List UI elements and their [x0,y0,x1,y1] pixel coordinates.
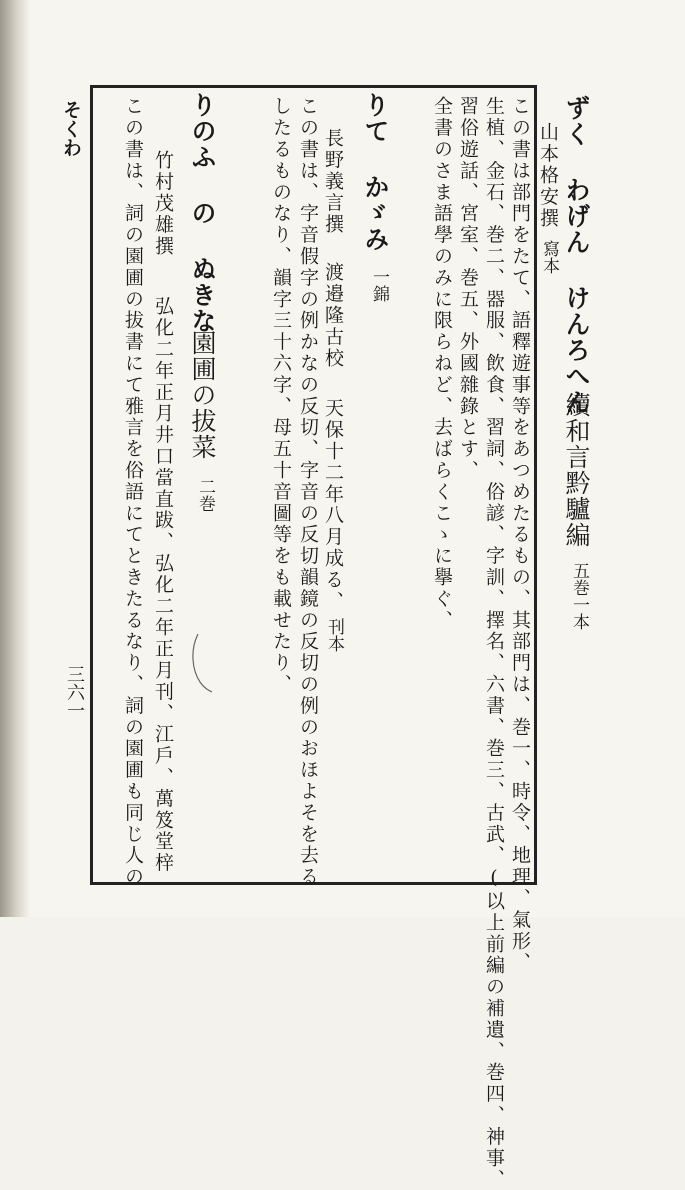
entry-2-format: 刊本 [324,618,344,652]
running-head: そくわ [60,100,82,157]
entry-2-author: 長野義言撰 [322,128,344,235]
entry-2-line-1: この書は、字音假字の例かなの反切、字音の反切韻鏡の反切の例のおほよそを去る [297,96,319,888]
entry-1-volumes: 五巻一本 [569,562,589,630]
entry-3-author: 竹村茂雄撰 [152,150,174,257]
entry-1-author: 山本格安撰 [537,122,559,229]
entry-1-line-2: 生植、金石、巻二、器服、飲食、習詞、俗諺、字訓、擇名、六書、巻三、古武、(以上前編の補遺、巻四、神事、 [483,96,505,1190]
entry-3-heading: りのふ の ぬきな [188,92,217,334]
entry-3-line-1: この書は、詞の園圃の拔書にて雅言を俗語にてときたるなり、詞の園圃も同じ人の [122,96,144,888]
entry-2-line-2: したるものなり、韻字三十六字、母五十音圖等をも載せたり、 [270,96,292,696]
entry-2-editor: 渡邉隆古校 [322,262,344,369]
entry-2-title: 一錦 [369,268,389,302]
pencil-mark [180,630,220,700]
entry-1-line-4: 全書のさま語學のみに限らねど、去ばらくこゝに擧ぐ、 [431,96,453,631]
entry-2-date: 天保十二年八月成る、 [322,398,344,612]
page-number: 三六一 [64,665,85,719]
entry-1-line-1: この書は部門をたて、語釋遊事等をあつめたるもの、其部門は、巻一、時令、地理、氣形、 [509,96,531,974]
entry-3-date: 弘化二年正月井口當直跋、弘化二年正月刊、江戶、萬笈堂梓 [152,296,174,874]
entry-1-title: 續和言黔驢編 [562,392,591,548]
entry-2-heading: りて かゞみ [361,92,390,252]
binding-shadow [0,0,30,917]
entry-1-line-3: 習俗遊話、宮室、巻五、外國雜錄とす、 [457,96,479,482]
entry-3-volumes: 二巻 [195,478,215,512]
entry-1-format: 寫本 [539,240,559,274]
entry-1-heading: ずく わげん けんろへん [562,95,591,415]
entry-3-title: 園圃の拔菜 [188,330,217,460]
